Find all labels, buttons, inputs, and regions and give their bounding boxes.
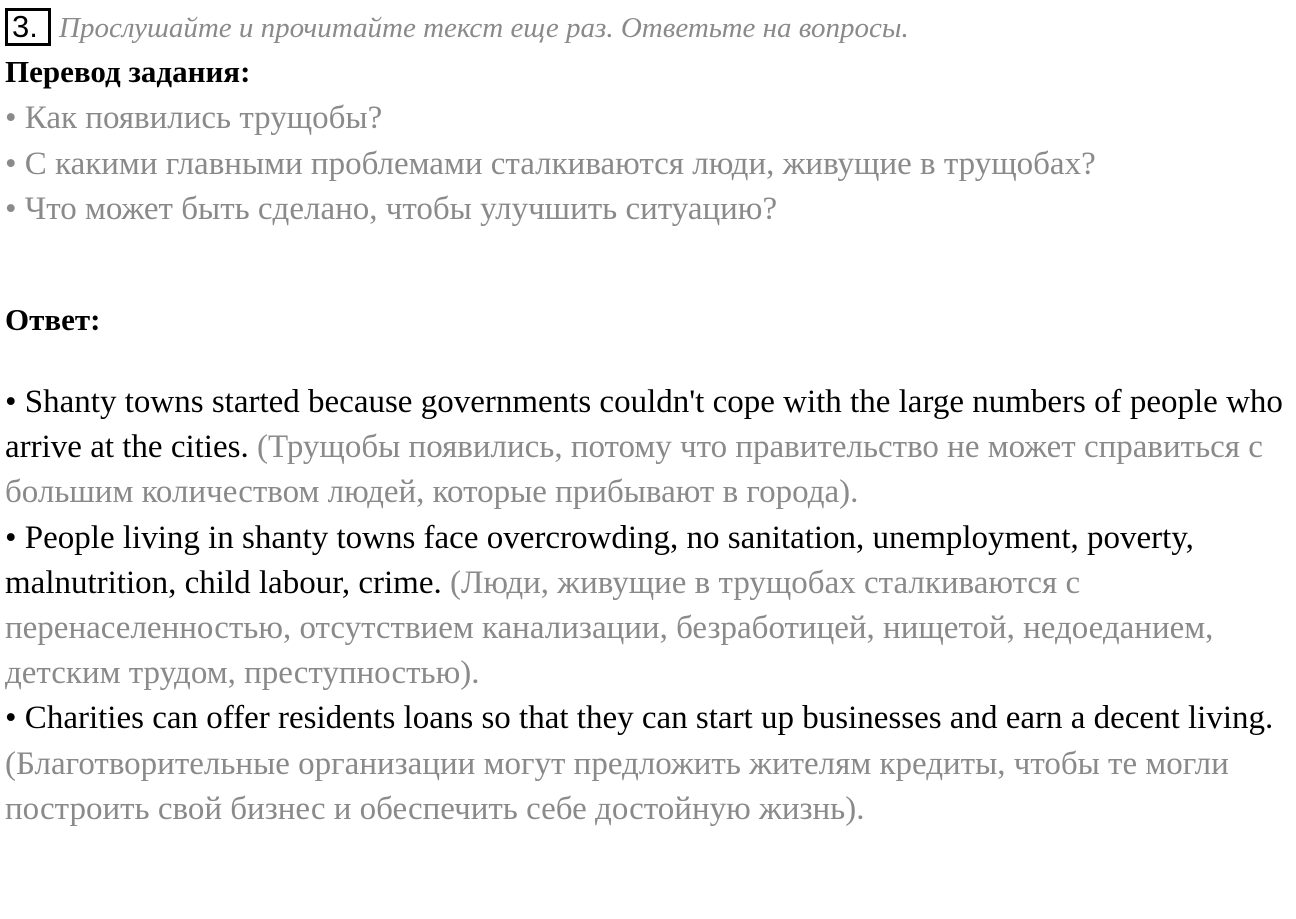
translation-title: Перевод задания: bbox=[5, 54, 251, 89]
answer-english: • People living in shanty towns face overcrowding, no sanitation, unemployment, poverty, malnutrition, child labour, crime. bbox=[5, 519, 1194, 601]
question-list bbox=[5, 96, 1096, 233]
task-instruction: Прослушайте и прочитайте текст еще раз. Ответьте на вопросы. bbox=[59, 11, 909, 44]
answer-russian: (Люди, живущие в трущобах сталкиваются с перенаселенностью, отсутствием канализации, безработицей, нищетой, недоеданием, детским трудом, преступностью). bbox=[5, 564, 1214, 692]
answer-title: Ответ: bbox=[5, 302, 101, 337]
question-item: • Как появились трущобы? bbox=[5, 100, 383, 136]
answer-item bbox=[5, 380, 1291, 516]
question-item: • Что может быть сделано, чтобы улучшить ситуацию? bbox=[5, 191, 778, 227]
answer-english: • Shanty towns started because governments couldn't cope with the large numbers of people who arrive at the cities. bbox=[5, 384, 1283, 466]
answer-list bbox=[5, 380, 1291, 832]
answer-english: • Charities can offer residents loans so that they can start up businesses and earn a decent living. bbox=[5, 700, 1274, 737]
task-number-box: 3. bbox=[5, 8, 51, 46]
answer-item bbox=[5, 696, 1291, 832]
answer-item bbox=[5, 516, 1291, 697]
question-item: • С какими главными проблемами сталкиваются люди, живущие в трущобах? bbox=[5, 145, 1096, 182]
task-header bbox=[5, 8, 909, 46]
answer-russian: (Трущобы появились, потому что правительство не может справиться с большим количеством людей, которые прибывают в города). bbox=[5, 429, 1263, 511]
answer-russian: (Благотворительные организации могут предложить жителям кредиты, чтобы те могли построить свой бизнес и обеспечить себе достойную жизнь). bbox=[5, 745, 1229, 827]
